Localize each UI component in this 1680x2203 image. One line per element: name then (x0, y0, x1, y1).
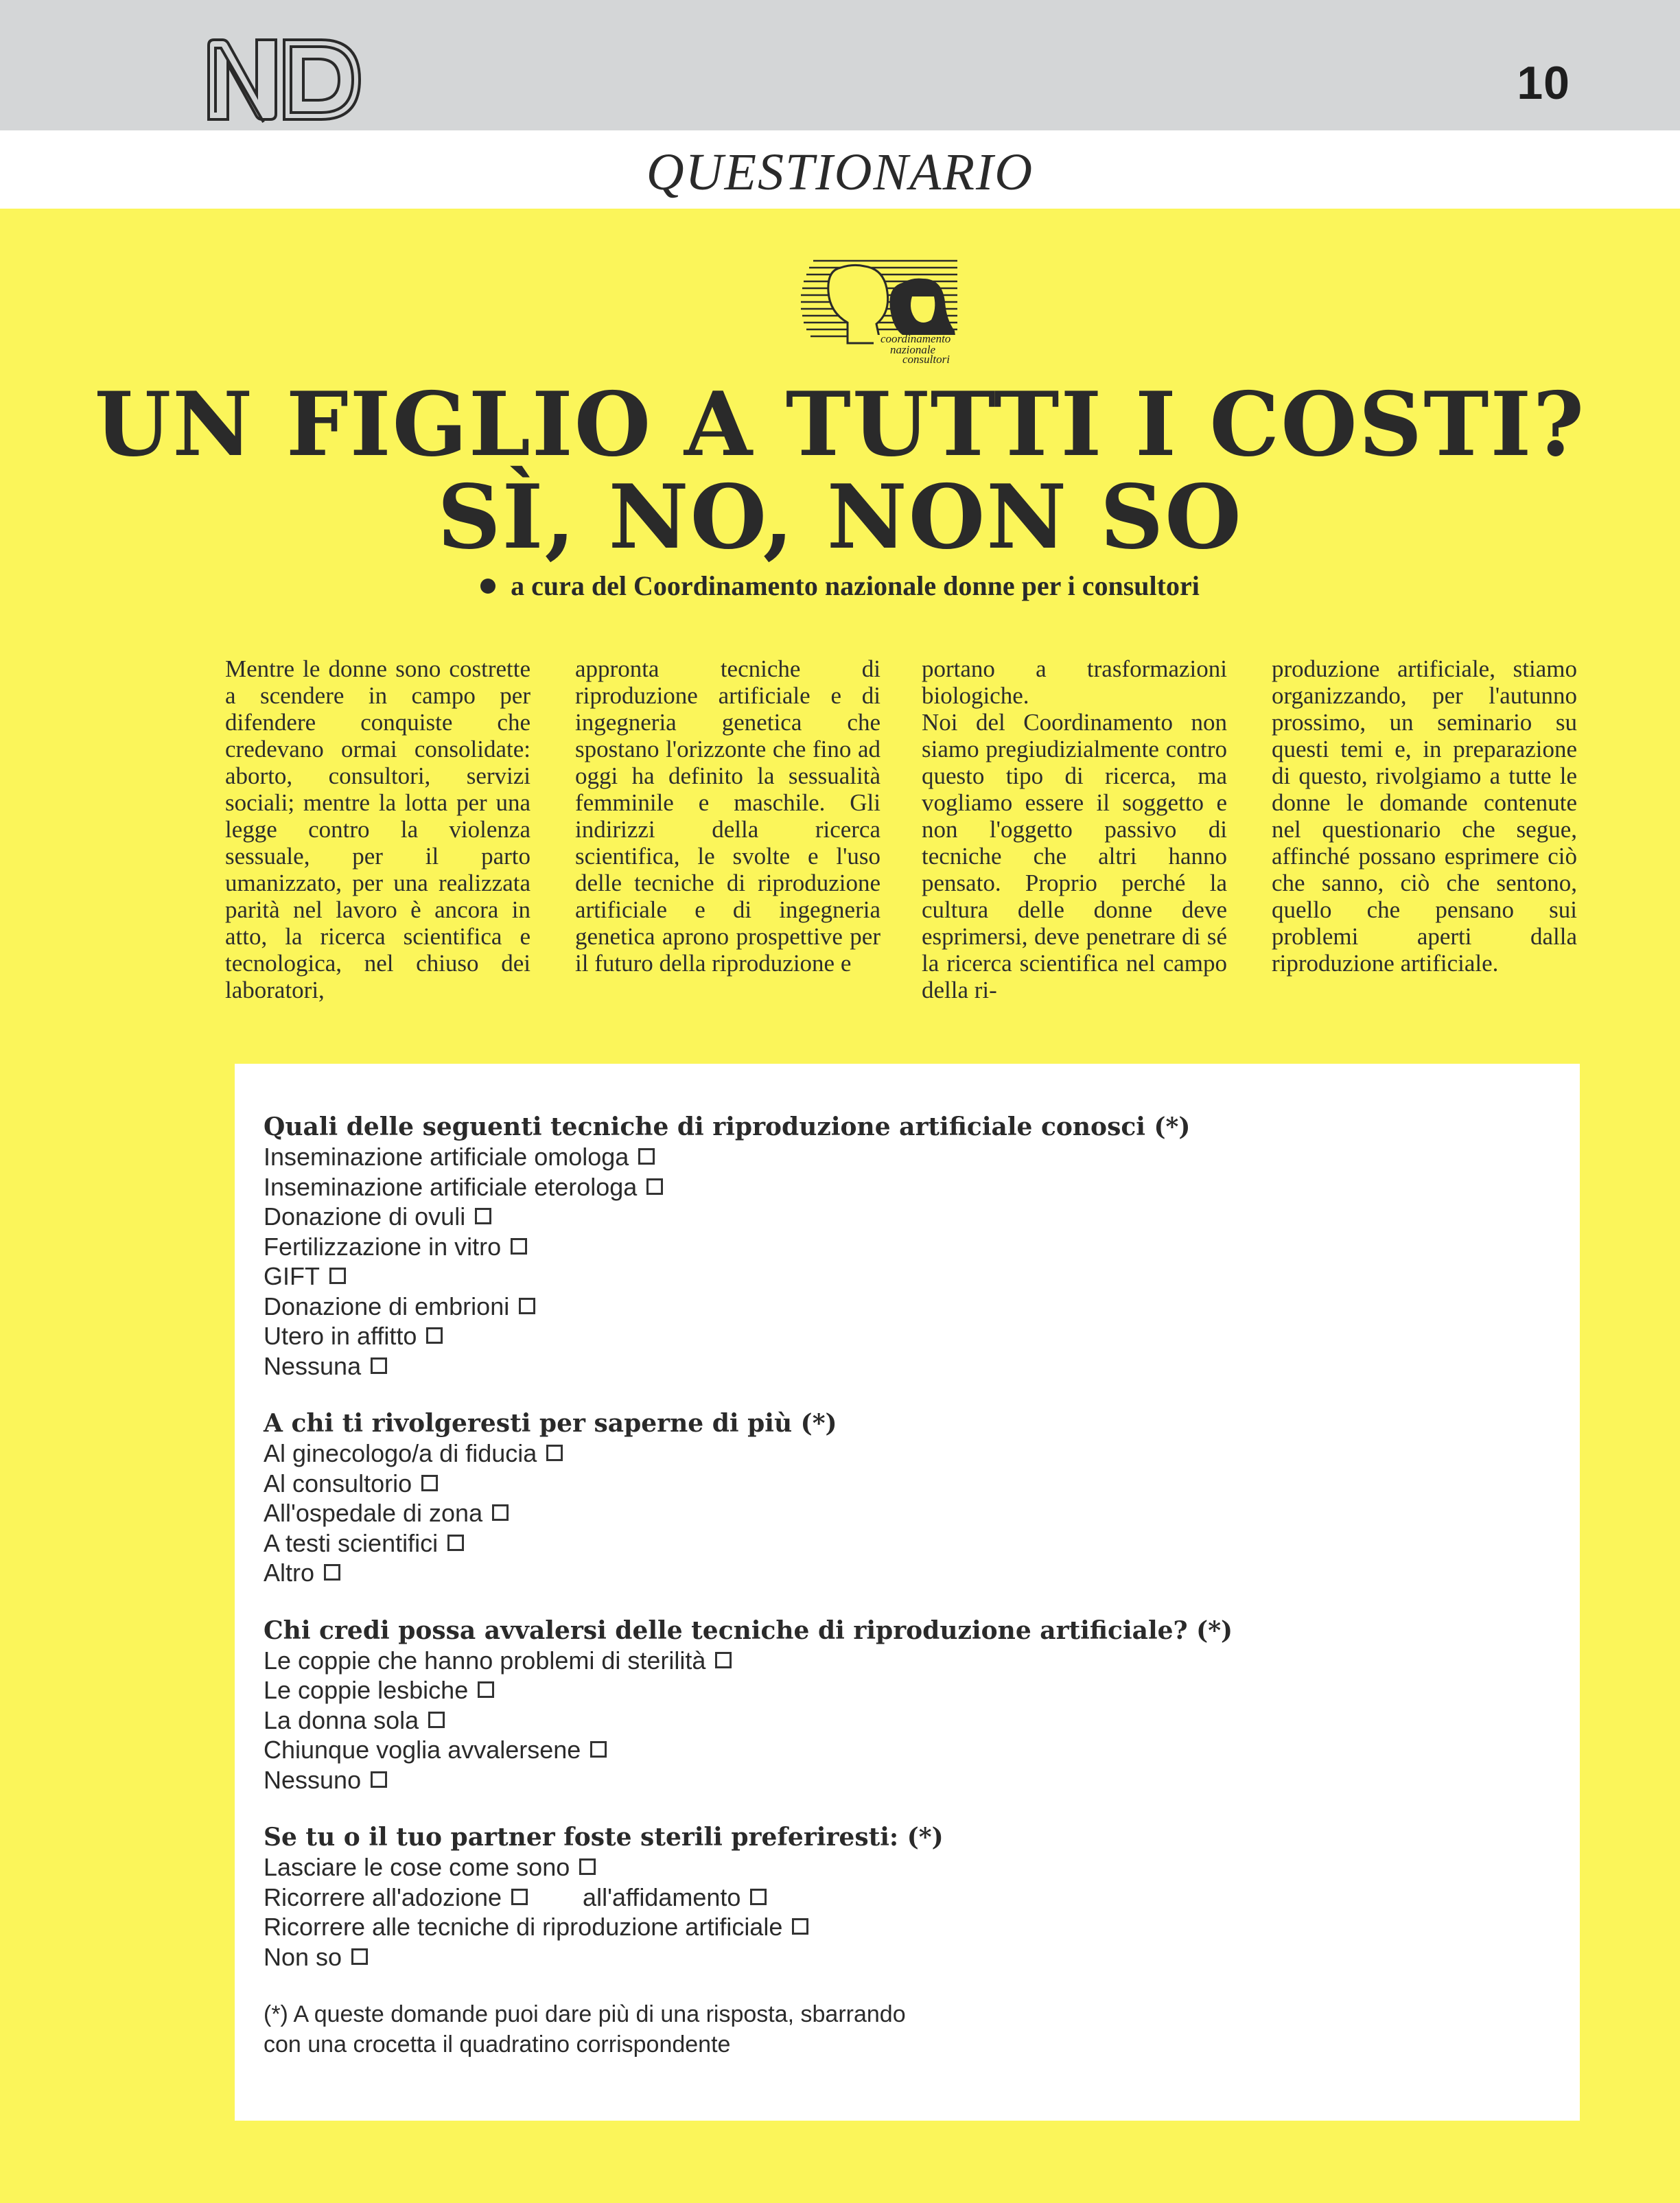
checkbox[interactable] (646, 1178, 663, 1195)
article-columns (225, 655, 1577, 1040)
article-paragraph: produzione artificiale, stiamo organizzando, per l'autunno prossimo, un seminario su questi temi e, in preparazione di questo, rivolgiamo a tutte le donne le domande contenute nel questionario che segue, affinché possano esprimere ciò che sanno, ciò che sentono, quello che pensano sui problemi aperti dalla riproduzione artificiale. (1272, 655, 1577, 977)
checkbox[interactable] (475, 1208, 491, 1224)
nd-logo (205, 36, 364, 124)
question-1 (264, 1112, 1540, 1381)
option-label: Inseminazione artificiale omologa (264, 1143, 629, 1171)
question-4 (264, 1822, 1540, 1972)
question-2 (264, 1408, 1540, 1588)
bullet-icon (480, 579, 495, 594)
option-label: Le coppie che hanno problemi di sterilità (264, 1646, 706, 1675)
answer-option (264, 1528, 1540, 1559)
two-women-silhouette-icon (800, 254, 964, 364)
article-column-2 (575, 655, 880, 977)
answer-option (264, 1321, 1540, 1351)
question-title: Quali delle seguenti tecniche di riproduzione artificiale conosci (*) (264, 1112, 1191, 1141)
option-label: Al consultorio (264, 1469, 412, 1497)
option-label: Lasciare le cose come sono (264, 1853, 570, 1881)
option-label: Nessuno (264, 1765, 362, 1794)
questionnaire-content (264, 1112, 1540, 2060)
option-label: Donazione di ovuli (264, 1202, 466, 1231)
option-label: Altro (264, 1559, 315, 1587)
option-label: All'ospedale di zona (264, 1499, 483, 1527)
consultori-emblem (800, 254, 964, 364)
answer-option (264, 1172, 1540, 1202)
checkbox[interactable] (371, 1357, 387, 1374)
answer-option (264, 1469, 1540, 1499)
byline-text: a cura del Coordinamento nazionale donne per i consultori (511, 570, 1200, 601)
question-3 (264, 1616, 1540, 1795)
checkbox[interactable] (792, 1918, 808, 1935)
checkbox[interactable] (428, 1712, 445, 1728)
answer-option (264, 1883, 1540, 1913)
answer-option (264, 1765, 1540, 1795)
option-label: GIFT (264, 1262, 320, 1290)
checkbox[interactable] (426, 1327, 443, 1344)
option-label: Utero in affitto (264, 1322, 417, 1350)
answer-option (264, 1438, 1540, 1469)
option-label: La donna sola (264, 1705, 419, 1734)
headline-line-2: SÌ, NO, NON SO (437, 466, 1243, 569)
answer-option (264, 1558, 1540, 1588)
option-label: Non so (264, 1942, 342, 1971)
checkbox[interactable] (511, 1889, 528, 1905)
checkbox[interactable] (351, 1948, 368, 1965)
option-label: Al ginecologo/a di fiducia (264, 1439, 537, 1467)
checkbox[interactable] (324, 1564, 340, 1581)
article-paragraph: Mentre le donne sono costrette a scendere in campo per difendere conquiste che credevano ormai consolidate: aborto, consultori, servizi sociali; mentre la lotta per una legge contro la violenza sessuale, per il parto umanizzato, per una realizzata parità nel lavoro è ancora in atto, la ricerca scientifica e tecnologica, nel chiuso dei laboratori, (225, 655, 530, 1003)
answer-option (264, 1705, 1540, 1736)
section-title: QUESTIONARIO (646, 143, 1034, 201)
question-title: Chi credi possa avvalersi delle tecniche di riproduzione artificiale? (*) (264, 1616, 1233, 1645)
option-label: Chiunque voglia avvalersene (264, 1736, 581, 1764)
emblem-line-1: coordinamento (880, 332, 951, 345)
answer-option (264, 1675, 1540, 1705)
questionnaire-box (235, 1064, 1580, 2121)
article-column-4 (1272, 655, 1577, 977)
checkbox[interactable] (492, 1504, 509, 1521)
checkbox[interactable] (638, 1148, 655, 1165)
questionnaire-footnote (264, 1999, 1540, 2060)
option-label: Ricorrere alle tecniche di riproduzione artificiale (264, 1913, 783, 1941)
question-title: A chi ti rivolgeresti per saperne di più (*) (264, 1409, 837, 1438)
checkbox[interactable] (371, 1771, 387, 1788)
option-label: all'affidamento (583, 1883, 741, 1911)
page-number: 10 (1517, 57, 1570, 109)
answer-option (264, 1202, 1540, 1232)
checkbox[interactable] (329, 1268, 346, 1284)
option-label: Ricorrere all'adozione (264, 1883, 502, 1911)
option-label: Nessuna (264, 1351, 362, 1380)
checkbox[interactable] (447, 1535, 464, 1551)
checkbox[interactable] (511, 1238, 527, 1255)
question-title: Se tu o il tuo partner foste sterili preferiresti: (*) (264, 1823, 944, 1852)
emblem-line-2: nazionale (890, 343, 936, 356)
option-label: Inseminazione artificiale eterologa (264, 1172, 638, 1201)
option-label: Donazione di embrioni (264, 1292, 510, 1320)
option-label: Le coppie lesbiche (264, 1676, 469, 1704)
checkbox[interactable] (546, 1445, 563, 1461)
answer-option (264, 1646, 1540, 1676)
article-paragraph: portano a trasformazioni biologiche. (922, 655, 1227, 709)
option-label: Fertilizzazione in vitro (264, 1232, 502, 1261)
checkbox[interactable] (519, 1298, 535, 1314)
answer-option (264, 1912, 1540, 1942)
answer-option (264, 1232, 1540, 1262)
answer-option (264, 1261, 1540, 1292)
answer-option (264, 1735, 1540, 1765)
article-paragraph: Noi del Coordinamento non siamo pregiudizialmente contro questo tipo di ricerca, ma vogliamo essere il soggetto e non l'oggetto passivo di tecniche che altri hanno pensato. Proprio perché la cultura delle donne deve esprimersi, deve penetrare di sé la ricerca scientifica nel campo della ri- (922, 709, 1227, 1003)
emblem-line-3: consultori (902, 353, 950, 366)
checkbox[interactable] (715, 1652, 732, 1668)
answer-option (264, 1142, 1540, 1172)
byline (0, 570, 1680, 602)
footnote-line-1: (*) A queste domande puoi dare più di una risposta, sbarrando (264, 2001, 906, 2027)
article-paragraph: appronta tecniche di riproduzione artificiale e di ingegneria genetica che spostano l'orizzonte che fino ad oggi ha definito la sessualità femminile e maschile. Gli indirizzi della ricerca scientifica, le svolte e l'uso delle tecniche di riproduzione artificiale e di ingegneria genetica aprono prospettive per il futuro della riproduzione e (575, 655, 880, 977)
article-column-3 (922, 655, 1227, 1003)
footnote-line-2: con una crocetta il quadratino corrispondente (264, 2031, 731, 2058)
answer-option (264, 1498, 1540, 1528)
checkbox[interactable] (579, 1858, 596, 1875)
answer-option (264, 1292, 1540, 1322)
option-label: A testi scientifici (264, 1528, 439, 1557)
checkbox[interactable] (478, 1681, 494, 1698)
headline-line-1: UN FIGLIO A TUTTI I COSTI? (94, 373, 1586, 476)
article-column-1 (225, 655, 530, 1003)
checkbox[interactable] (750, 1889, 767, 1905)
answer-option (264, 1351, 1540, 1382)
checkbox[interactable] (421, 1475, 438, 1491)
checkbox[interactable] (590, 1741, 607, 1758)
answer-option (264, 1852, 1540, 1883)
answer-option (264, 1942, 1540, 1972)
